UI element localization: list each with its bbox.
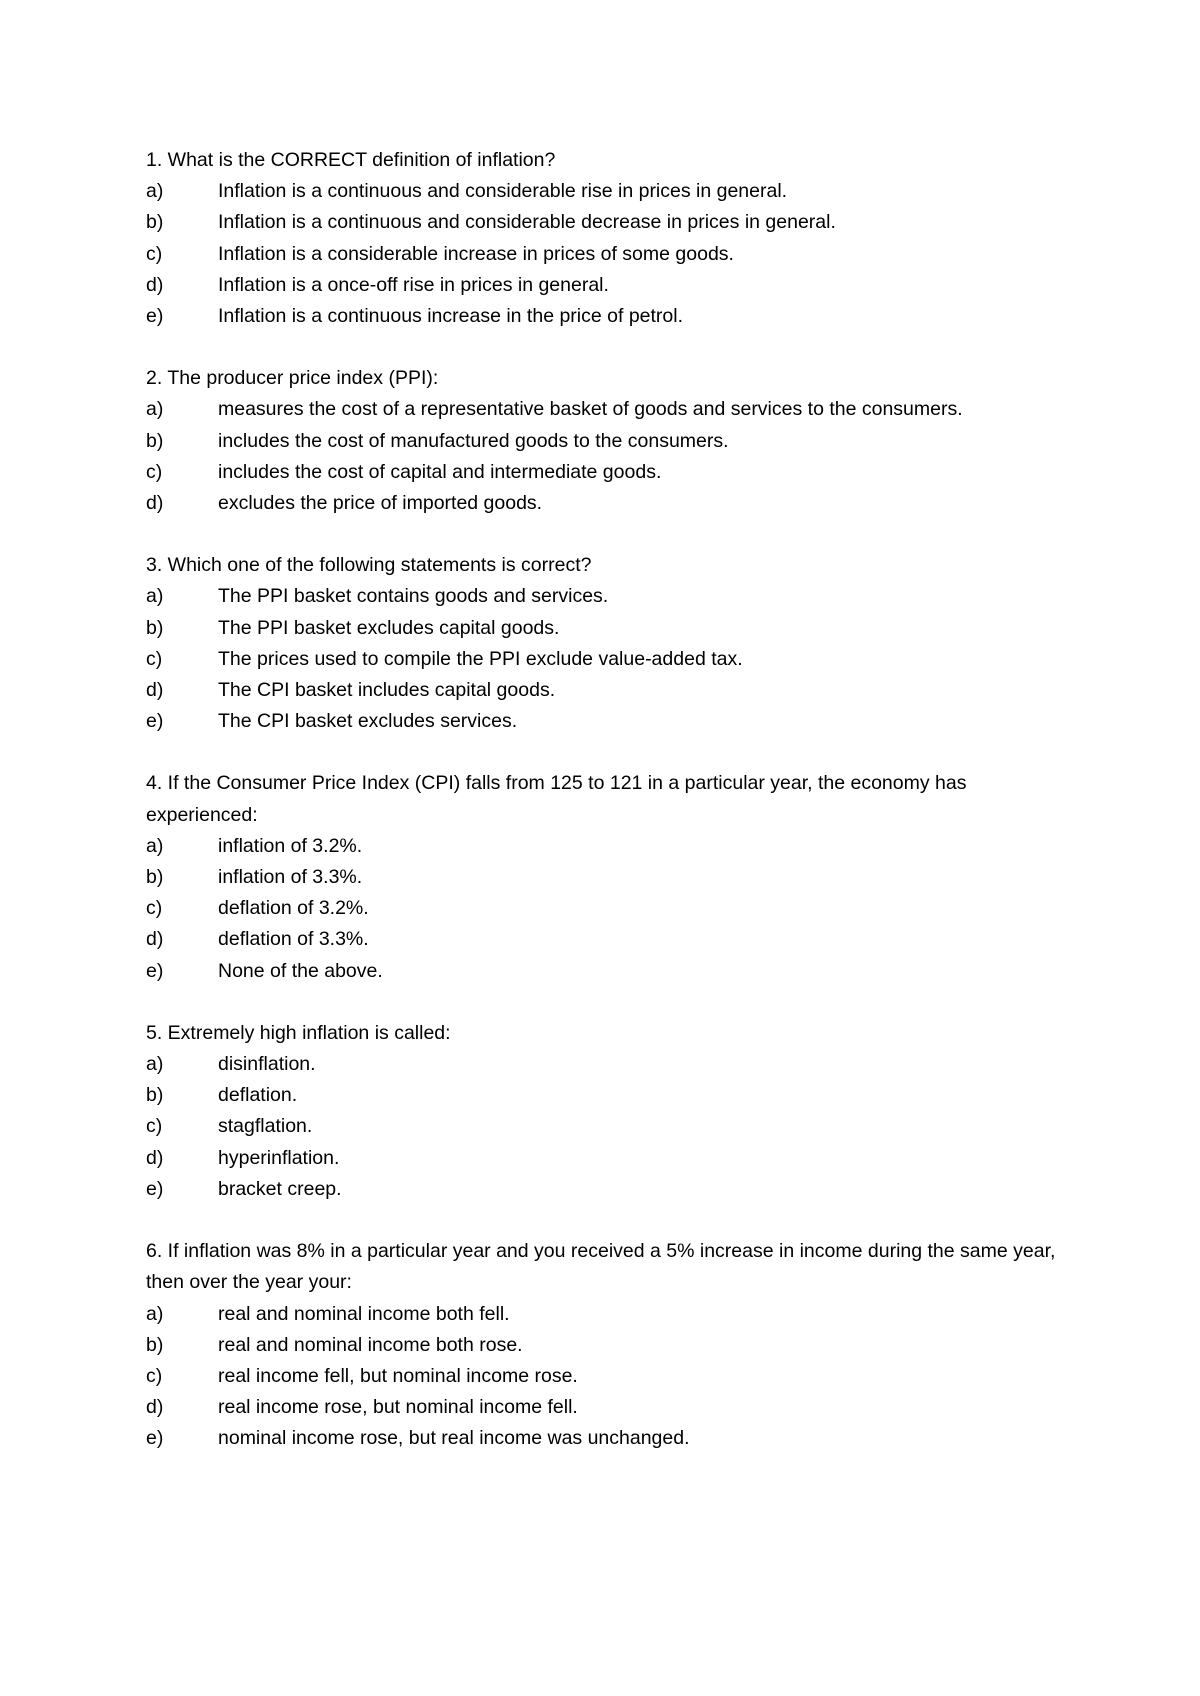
option-letter: c) bbox=[146, 647, 163, 670]
option-text: stagflation. bbox=[218, 1115, 313, 1138]
answer-option bbox=[146, 426, 1066, 457]
option-letter: d) bbox=[146, 1396, 164, 1419]
option-text: The PPI basket contains goods and services. bbox=[218, 585, 609, 608]
answer-option bbox=[146, 1111, 1066, 1142]
option-letter: a) bbox=[146, 1053, 164, 1076]
answer-option bbox=[146, 394, 1066, 425]
option-letter: a) bbox=[146, 180, 164, 203]
answer-option bbox=[146, 831, 1066, 862]
option-letter: b) bbox=[146, 866, 164, 889]
answer-option bbox=[146, 956, 1066, 987]
option-text: includes the cost of manufactured goods to the consumers. bbox=[218, 429, 729, 452]
option-text: real income rose, but nominal income fell. bbox=[218, 1396, 578, 1419]
answer-option bbox=[146, 706, 1066, 737]
option-text: deflation. bbox=[218, 1084, 298, 1107]
question-stem: 6. If inflation was 8% in a particular year and you received a 5% increase in income during the same year, then over the year your: bbox=[146, 1240, 1056, 1294]
option-letter: d) bbox=[146, 1146, 164, 1169]
option-letter: e) bbox=[146, 710, 164, 733]
question-stem: 1. What is the CORRECT definition of inflation? bbox=[146, 149, 556, 171]
option-letter: c) bbox=[146, 897, 163, 920]
option-letter: d) bbox=[146, 492, 164, 515]
option-letter: e) bbox=[146, 1427, 164, 1450]
answer-option bbox=[146, 1080, 1066, 1111]
answer-option bbox=[146, 1361, 1066, 1392]
option-text: measures the cost of a representative basket of goods and services to the consumers. bbox=[218, 398, 963, 421]
question-stem: 4. If the Consumer Price Index (CPI) falls from 125 to 121 in a particular year, the economy has experienced: bbox=[146, 772, 967, 826]
answer-option bbox=[146, 1299, 1066, 1330]
option-text: Inflation is a continuous and considerable rise in prices in general. bbox=[218, 180, 788, 203]
answer-option bbox=[146, 1423, 1066, 1454]
option-letter: b) bbox=[146, 1333, 164, 1356]
answer-option bbox=[146, 207, 1066, 238]
option-letter: e) bbox=[146, 305, 164, 328]
option-text: deflation of 3.2%. bbox=[218, 897, 369, 920]
option-letter: b) bbox=[146, 429, 164, 452]
answer-option bbox=[146, 675, 1066, 706]
option-text: None of the above. bbox=[218, 959, 383, 982]
option-letter: d) bbox=[146, 928, 164, 951]
option-text: The CPI basket excludes services. bbox=[218, 710, 518, 733]
option-letter: a) bbox=[146, 1302, 164, 1325]
option-text: real income fell, but nominal income rose. bbox=[218, 1364, 578, 1387]
option-text: excludes the price of imported goods. bbox=[218, 492, 543, 515]
question-stem: 3. Which one of the following statements is correct? bbox=[146, 554, 592, 577]
option-letter: c) bbox=[146, 242, 163, 265]
answer-option bbox=[146, 893, 1066, 924]
question-4 bbox=[146, 768, 1066, 986]
question-3 bbox=[146, 550, 1066, 737]
option-letter: b) bbox=[146, 1084, 164, 1107]
option-text: Inflation is a once-off rise in prices in general. bbox=[218, 273, 609, 296]
option-text: inflation of 3.3%. bbox=[218, 866, 363, 889]
option-text: Inflation is a considerable increase in prices of some goods. bbox=[218, 242, 734, 265]
option-text: inflation of 3.2%. bbox=[218, 834, 363, 857]
option-text: real and nominal income both fell. bbox=[218, 1302, 510, 1325]
option-text: includes the cost of capital and intermediate goods. bbox=[218, 460, 662, 483]
option-letter: a) bbox=[146, 585, 164, 608]
question-6 bbox=[146, 1236, 1066, 1454]
answer-option bbox=[146, 1143, 1066, 1174]
option-text: The PPI basket excludes capital goods. bbox=[218, 616, 560, 639]
question-stem: 5. Extremely high inflation is called: bbox=[146, 1021, 451, 1044]
answer-option bbox=[146, 924, 1066, 955]
answer-option bbox=[146, 613, 1066, 644]
question-2 bbox=[146, 363, 1066, 519]
question-5 bbox=[146, 1018, 1066, 1205]
option-letter: e) bbox=[146, 1177, 164, 1200]
option-letter: c) bbox=[146, 460, 163, 483]
question-stem: 2. The producer price index (PPI): bbox=[146, 367, 439, 390]
answer-option bbox=[146, 301, 1066, 332]
option-letter: a) bbox=[146, 834, 164, 857]
answer-option bbox=[146, 581, 1066, 612]
option-letter: b) bbox=[146, 616, 164, 639]
answer-option bbox=[146, 176, 1066, 207]
question-list bbox=[146, 145, 1066, 1486]
option-letter: b) bbox=[146, 211, 164, 234]
option-text: bracket creep. bbox=[218, 1177, 342, 1200]
answer-option bbox=[146, 1330, 1066, 1361]
answer-option bbox=[146, 1174, 1066, 1205]
answer-option bbox=[146, 644, 1066, 675]
option-letter: d) bbox=[146, 273, 164, 296]
option-letter: a) bbox=[146, 398, 164, 421]
answer-option bbox=[146, 862, 1066, 893]
option-text: The prices used to compile the PPI exclude value-added tax. bbox=[218, 647, 743, 670]
option-text: disinflation. bbox=[218, 1053, 316, 1076]
option-text: deflation of 3.3%. bbox=[218, 928, 369, 951]
option-text: The CPI basket includes capital goods. bbox=[218, 679, 556, 702]
question-1 bbox=[146, 145, 1066, 332]
option-text: hyperinflation. bbox=[218, 1146, 340, 1169]
option-text: Inflation is a continuous and considerable decrease in prices in general. bbox=[218, 211, 836, 234]
option-letter: c) bbox=[146, 1364, 163, 1387]
option-letter: c) bbox=[146, 1115, 163, 1138]
option-text: Inflation is a continuous increase in the price of petrol. bbox=[218, 305, 684, 328]
answer-option bbox=[146, 488, 1066, 519]
answer-option bbox=[146, 270, 1066, 301]
option-text: real and nominal income both rose. bbox=[218, 1333, 523, 1356]
option-letter: e) bbox=[146, 959, 164, 982]
answer-option bbox=[146, 1049, 1066, 1080]
answer-option bbox=[146, 1392, 1066, 1423]
answer-option bbox=[146, 239, 1066, 270]
option-letter: d) bbox=[146, 679, 164, 702]
answer-option bbox=[146, 457, 1066, 488]
option-text: nominal income rose, but real income was unchanged. bbox=[218, 1427, 690, 1450]
